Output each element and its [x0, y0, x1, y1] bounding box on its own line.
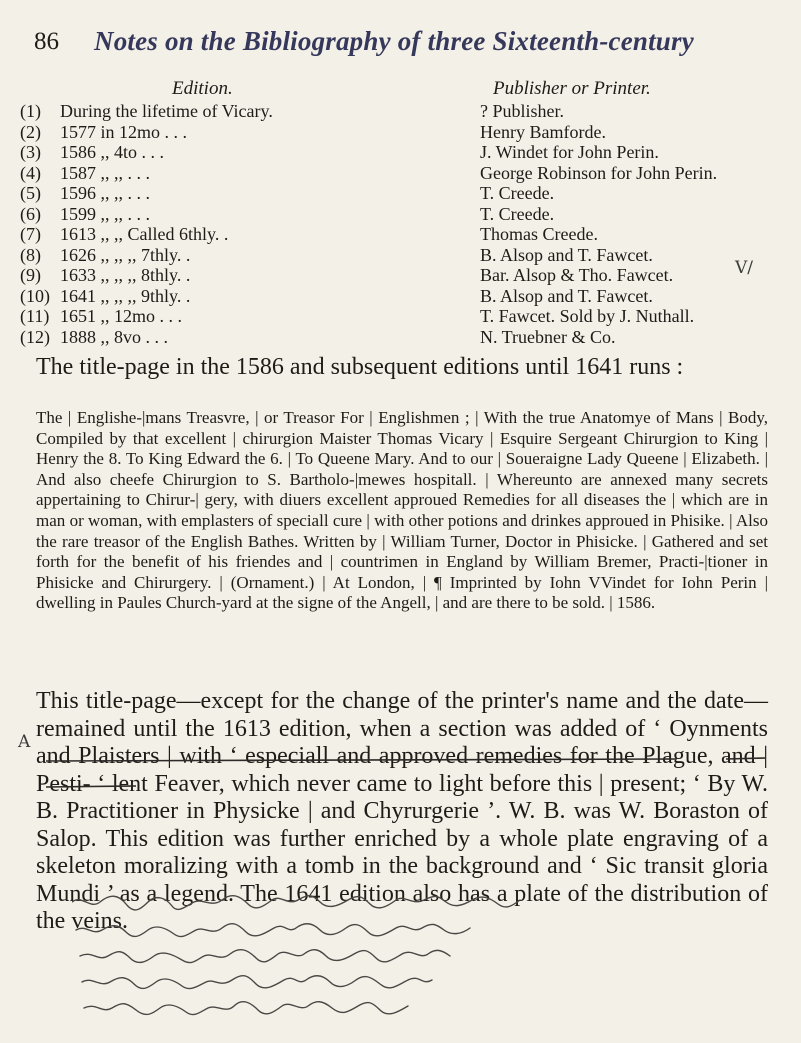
table-row: [20, 245, 790, 266]
publisher-cell: B. Alsop and T. Fawcet.: [480, 285, 653, 306]
table-row: [20, 327, 790, 348]
table-row: [20, 142, 790, 163]
edition-column-heading: Edition.: [172, 78, 233, 99]
publisher-cell: J. Windet for John Perin.: [480, 142, 659, 162]
table-row: [20, 265, 790, 286]
edition-cell: During the lifetime of Vicary.: [60, 101, 273, 121]
row-number: (8): [20, 244, 41, 265]
row-number: (7): [20, 224, 41, 244]
row-number: (1): [20, 101, 41, 121]
table-row: [20, 306, 790, 327]
edition-cell: 1596 ,, ,, . . .: [60, 183, 150, 203]
publisher-cell: T. Creede.: [480, 203, 555, 224]
row-number: (5): [20, 183, 41, 203]
row-number: (4): [20, 162, 41, 183]
edition-cell: 1651 ,, 12mo . . .: [60, 306, 183, 326]
publisher-cell: Thomas Creede.: [480, 224, 598, 244]
table-row: [20, 204, 790, 225]
publisher-cell: Henry Bamforde.: [480, 121, 606, 142]
publisher-cell: N. Truebner & Co.: [480, 326, 616, 347]
paragraph-intro: The title-page in the 1586 and subsequent editions until 1641 runs :: [36, 354, 684, 380]
page-number: 86: [34, 28, 59, 55]
running-title: Notes on the Bibliography of three Sixteenth-century: [94, 26, 694, 56]
row-number: (10): [20, 285, 50, 306]
row-number: (6): [20, 203, 41, 224]
handwritten-annotation: [72, 890, 792, 1040]
edition-cell: 1613 ,, ,, Called 6thly. .: [60, 224, 229, 244]
table-row: [20, 286, 790, 307]
row-number: (3): [20, 142, 41, 162]
edition-cell: 1626 ,, ,, ,, 7thly. .: [60, 244, 191, 265]
edition-cell: 1577 in 12mo . . .: [60, 121, 188, 142]
publisher-cell: ? Publisher.: [480, 101, 564, 121]
edition-cell: 1587 ,, ,, . . .: [60, 162, 150, 183]
publisher-cell: T. Fawcet. Sold by J. Nuthall.: [480, 306, 695, 326]
pencil-margin-note: V/: [735, 258, 754, 278]
title-page-transcription: The | Englishe-|mans Treasvre, | or Treasor For | Englishmen ; | With the true Anatomye of Mans | Body, Compiled by that excellent | chirurgion Maister Thomas Vicary | Esquire Sergeant Chirurgion to King | Henry the 8. To King Edward the 6. | To Queene Mary. And to our | Soueraigne Lady Queene | Elizabeth. | And also cheefe Chirurgion to S. Bartholo-|mewes hospitall. | Whereunto are annexed many secrets appertaining to Chirur-| gery, with diuers excellent approued Remedies for all diseases the | which are in man or woman, with emplasters of speciall cure | with other potions and drinkes approued in Phisike. | Also the rare treasor of the English Bathes. Written by | William Turner, Doctor in Phisicke. | Gathered and set forth for the benefit of his friendes and | countrimen in England by William Bremer, Practi-|tioner in Phisicke and Chirurgery. | (Ornament.) | At London, | ¶ Imprinted by Iohn VVindet for Iohn Perin | dwelling in Paules Church-yard at the signe of the Angell, | and are there to be sold. | 1586.: [36, 408, 768, 613]
publisher-cell: T. Creede.: [480, 183, 555, 203]
edition-cell: 1586 ,, 4to . . .: [60, 142, 165, 162]
publisher-column-heading: Publisher or Printer.: [493, 78, 651, 99]
table-row: [20, 122, 790, 143]
paragraph-main: This title-page—except for the change of the printer's name and the date—remained until the 1613 edition, when a section was added of ‘ Oynments and Plaisters | with ‘ especiall and approved remedies for the Plague, and | Pesti- ‘ lent Feaver, which never came to light before this | present; ‘ By W. B. Practitioner in Physicke | and Chyrurgerie ’. W. B. was W. Boraston of Salop. This edition was further enriched by a whole plate engraving of a skeleton moralizing with a tomb in the background and ‘ Sic transit gloria Mundi ’ as a legend. The 1641 edition also has a plate of the distribution of the veins.: [36, 688, 768, 934]
table-row: [20, 183, 790, 204]
edition-cell: 1599 ,, ,, . . .: [60, 203, 150, 224]
publisher-cell: B. Alsop and T. Fawcet.: [480, 244, 653, 265]
row-number: (2): [20, 121, 41, 142]
publisher-cell: George Robinson for John Perin.: [480, 162, 718, 183]
table-row: [20, 163, 790, 184]
row-number: (9): [20, 265, 41, 285]
edition-cell: 1641 ,, ,, ,, 9thly. .: [60, 285, 191, 306]
publisher-cell: Bar. Alsop & Tho. Fawcet.: [480, 265, 674, 285]
edition-cell: 1888 ,, 8vo . . .: [60, 326, 168, 347]
row-number: (11): [20, 306, 50, 326]
table-row: [20, 224, 790, 245]
pencil-margin-note: A: [18, 732, 31, 752]
page-header: [34, 28, 781, 68]
edition-cell: 1633 ,, ,, ,, 8thly. .: [60, 265, 191, 285]
editions-table: [20, 101, 790, 347]
table-row: [20, 101, 790, 122]
row-number: (12): [20, 326, 50, 347]
